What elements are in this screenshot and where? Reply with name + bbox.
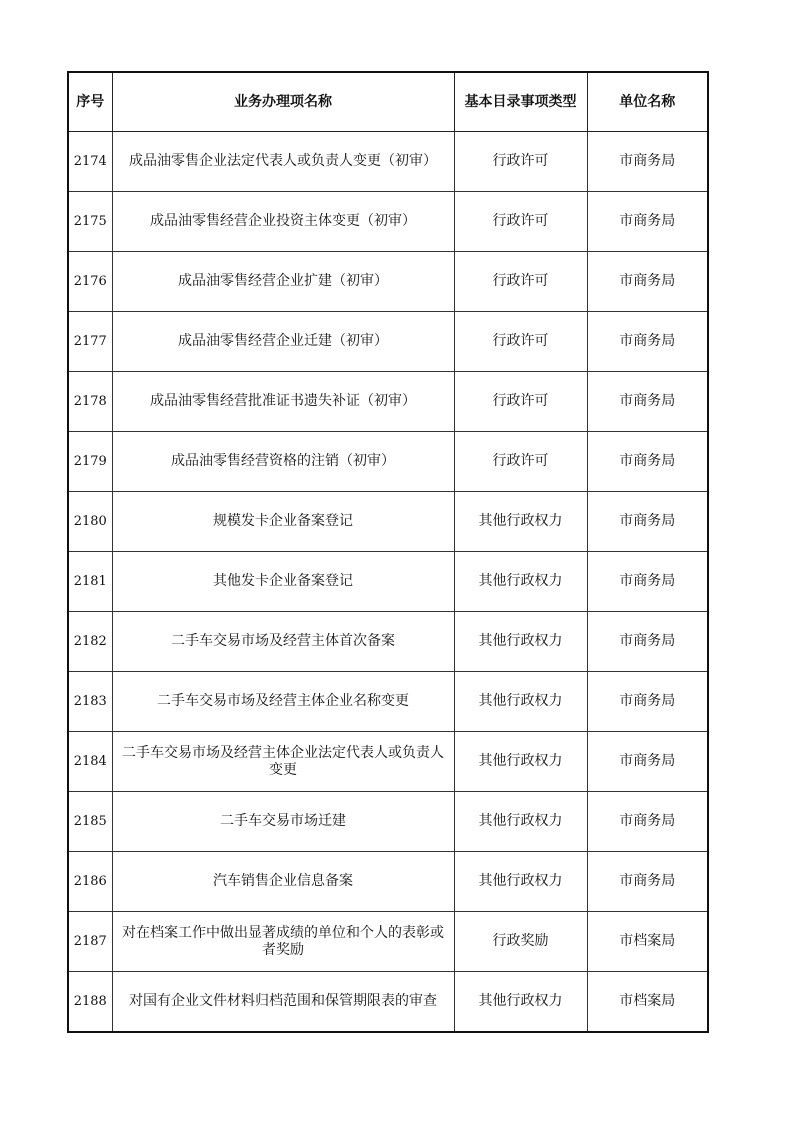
row-item-type: 行政许可 (454, 252, 587, 312)
row-index: 2178 (68, 372, 112, 432)
row-unit-name: 市商务局 (587, 552, 708, 612)
row-item-type: 行政许可 (454, 192, 587, 252)
row-index: 2177 (68, 312, 112, 372)
row-unit-name: 市商务局 (587, 132, 708, 192)
table-row (68, 432, 708, 492)
table-row (68, 612, 708, 672)
row-index: 2179 (68, 432, 112, 492)
row-index: 2186 (68, 852, 112, 912)
table-row (68, 252, 708, 312)
table-row (68, 912, 708, 972)
row-item-name: 对在档案工作中做出显著成绩的单位和个人的表彰或者奖励 (112, 912, 454, 972)
row-item-name: 二手车交易市场及经营主体首次备案 (112, 612, 454, 672)
row-unit-name: 市商务局 (587, 192, 708, 252)
catalog-table (67, 71, 709, 1033)
row-item-name: 规模发卡企业备案登记 (112, 492, 454, 552)
row-item-type: 其他行政权力 (454, 612, 587, 672)
row-index: 2180 (68, 492, 112, 552)
row-index: 2187 (68, 912, 112, 972)
row-index: 2185 (68, 792, 112, 852)
table-row (68, 732, 708, 792)
row-unit-name: 市商务局 (587, 672, 708, 732)
row-index: 2175 (68, 192, 112, 252)
row-item-name: 二手车交易市场及经营主体企业名称变更 (112, 672, 454, 732)
row-item-name: 二手车交易市场及经营主体企业法定代表人或负责人变更 (112, 732, 454, 792)
row-unit-name: 市档案局 (587, 912, 708, 972)
row-item-name: 成品油零售企业法定代表人或负责人变更（初审） (112, 132, 454, 192)
row-index: 2176 (68, 252, 112, 312)
row-index: 2183 (68, 672, 112, 732)
row-item-type: 行政许可 (454, 312, 587, 372)
row-item-type: 其他行政权力 (454, 672, 587, 732)
header-name: 业务办理项名称 (112, 72, 454, 132)
row-unit-name: 市商务局 (587, 732, 708, 792)
table-row (68, 792, 708, 852)
row-item-name: 成品油零售经营企业迁建（初审） (112, 312, 454, 372)
row-item-name: 成品油零售经营批准证书遗失补证（初审） (112, 372, 454, 432)
row-unit-name: 市商务局 (587, 852, 708, 912)
row-item-type: 其他行政权力 (454, 852, 587, 912)
row-unit-name: 市商务局 (587, 612, 708, 672)
row-item-name: 二手车交易市场迁建 (112, 792, 454, 852)
row-index: 2174 (68, 132, 112, 192)
row-item-type: 行政许可 (454, 372, 587, 432)
row-index: 2182 (68, 612, 112, 672)
row-unit-name: 市商务局 (587, 792, 708, 852)
row-item-type: 其他行政权力 (454, 552, 587, 612)
row-unit-name: 市商务局 (587, 492, 708, 552)
table-row (68, 672, 708, 732)
row-item-type: 行政奖励 (454, 912, 587, 972)
table-row (68, 312, 708, 372)
table-header-row (68, 72, 708, 132)
row-item-type: 其他行政权力 (454, 732, 587, 792)
header-type: 基本目录事项类型 (454, 72, 587, 132)
row-item-name: 其他发卡企业备案登记 (112, 552, 454, 612)
table-row (68, 192, 708, 252)
table-row (68, 492, 708, 552)
table-body (68, 132, 708, 1033)
row-index: 2184 (68, 732, 112, 792)
catalog-table-container (67, 71, 707, 1033)
table-row (68, 132, 708, 192)
row-item-type: 其他行政权力 (454, 492, 587, 552)
header-index: 序号 (68, 72, 112, 132)
row-item-name: 对国有企业文件材料归档范围和保管期限表的审查 (112, 972, 454, 1033)
row-index: 2188 (68, 972, 112, 1033)
row-unit-name: 市商务局 (587, 432, 708, 492)
row-item-name: 汽车销售企业信息备案 (112, 852, 454, 912)
row-unit-name: 市档案局 (587, 972, 708, 1033)
header-unit: 单位名称 (587, 72, 708, 132)
row-unit-name: 市商务局 (587, 252, 708, 312)
row-item-type: 行政许可 (454, 132, 587, 192)
table-row (68, 852, 708, 912)
row-item-name: 成品油零售经营企业投资主体变更（初审） (112, 192, 454, 252)
row-item-type: 其他行政权力 (454, 972, 587, 1033)
table-row (68, 972, 708, 1033)
row-item-name: 成品油零售经营企业扩建（初审） (112, 252, 454, 312)
row-unit-name: 市商务局 (587, 372, 708, 432)
row-item-type: 行政许可 (454, 432, 587, 492)
row-item-name: 成品油零售经营资格的注销（初审） (112, 432, 454, 492)
table-row (68, 552, 708, 612)
row-index: 2181 (68, 552, 112, 612)
row-unit-name: 市商务局 (587, 312, 708, 372)
table-row (68, 372, 708, 432)
row-item-type: 其他行政权力 (454, 792, 587, 852)
